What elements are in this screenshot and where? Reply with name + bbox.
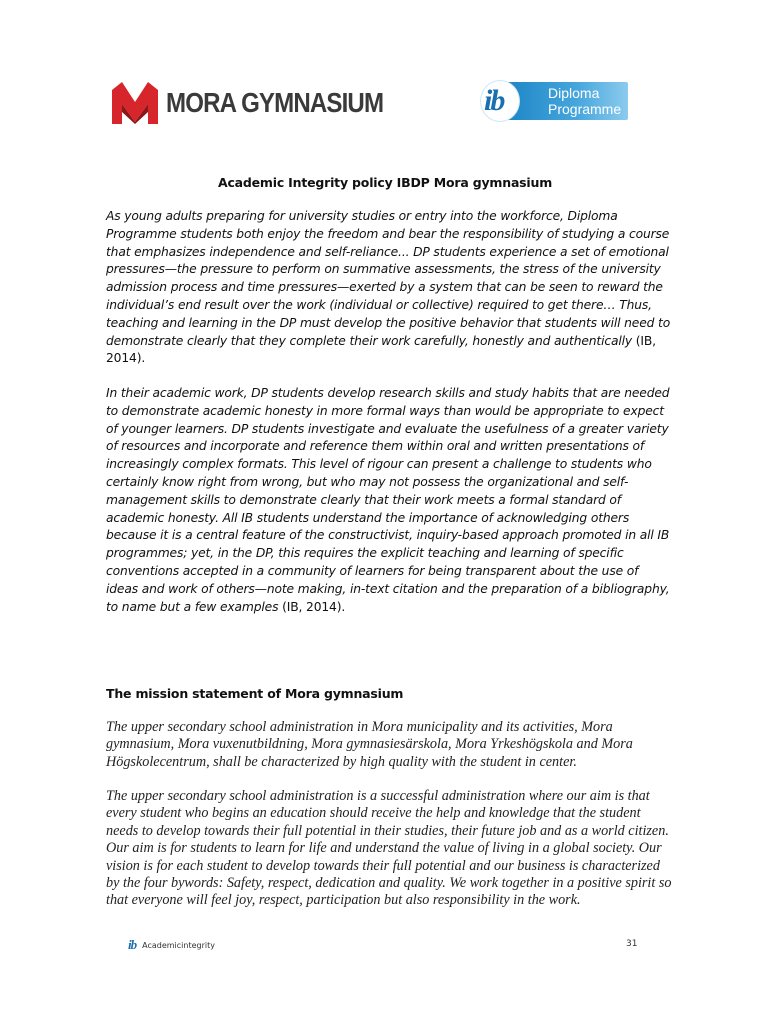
- mora-m-icon: [112, 82, 158, 124]
- page-number: 31: [626, 939, 638, 949]
- footer: [128, 937, 215, 953]
- ib-mark: ib: [484, 84, 504, 117]
- school-name: MORA GYMNASIUM: [166, 87, 384, 118]
- ib-programme-line2: Programme: [548, 101, 622, 117]
- paragraph-1-quote: As young adults preparing for university studies or entry into the workforce, Diploma Programme students both enjoy the freedom and bear the responsibility of studying a course that emphasizes independence and self-reliance... DP students experience a set of emotional pressures—the pressure to perform on summative assessments, the stress of the university admission process and time pressures—exerted by a system that can be seen to reward the individual’s end result over the work (individual or collective) required to get there… Thus, teaching and learning in the DP must develop the positive behavior that students will need to demonstrate clearly that they complete their work carefully, honestly and authentically: [106, 209, 671, 348]
- paragraph-2-citation: (IB, 2014).: [278, 599, 346, 614]
- ib-diploma-logo: [480, 80, 630, 124]
- paragraph-1: [106, 208, 672, 368]
- document-title: Academic Integrity policy IBDP Mora gymnasium: [217, 175, 553, 190]
- mission-heading: The mission statement of Mora gymnasium: [106, 686, 404, 701]
- ib-globe-icon: [480, 80, 520, 122]
- ib-programme-text: [548, 85, 621, 117]
- mission-paragraph-2: The upper secondary school administration is a successful administration where our aim is that every student who begins an education should receive the help and knowledge that the student needs to develop towards their full potential in their studies, their future job and as a world citizen. Our aim is for students to learn for life and understand the value of living in a global society. Our vision is for each student to develop towards their full potential and our business is characterized by the four bywords: Safety, respect, dedication and quality. We work together in a positive spirit so that everyone will feel joy, respect, participation but also responsibility in the work.: [106, 788, 672, 909]
- footer-label: Academicintegrity: [142, 940, 215, 950]
- mora-gymnasium-logo: [112, 82, 419, 124]
- paragraph-2-quote: In their academic work, DP students develop research skills and study habits that are needed to demonstrate academic honesty in more formal ways than would be appropriate to expect of younger learners. DP students investigate and evaluate the usefulness of a greater variety of resources and incorporate and reference them within oral and written presentations of increasingly complex formats. This level of rigour can present a challenge to students who certainly know right from wrong, but who may not possess the organizational and self-management skills to demonstrate clearly that their work meets a formal standard of academic honesty. All IB students understand the importance of acknowledging others because it is a central feature of the constructivist, inquiry-based approach promoted in all IB programmes; yet, in the DP, this requires the explicit teaching and learning of specific conventions accepted in a community of learners for being transparent about the use of ideas and work of others—note making, in-text citation and the preparation of a bibliography, to name but a few examples: [106, 386, 670, 614]
- mission-paragraph-1: The upper secondary school administration in Mora municipality and its activities, Mora gymnasium, Mora vuxenutbildning, Mora gymnasiesärskola, Mora Yrkeshögskola and Mora Högskolecentrum, shall be characterized by high quality with the student in center.: [106, 719, 633, 770]
- footer-ib-icon: ib: [128, 937, 137, 952]
- paragraph-2: [106, 385, 672, 616]
- ib-programme-line1: Diploma: [548, 85, 600, 101]
- paragraph-1-citation: (IB, 2014).: [106, 333, 656, 366]
